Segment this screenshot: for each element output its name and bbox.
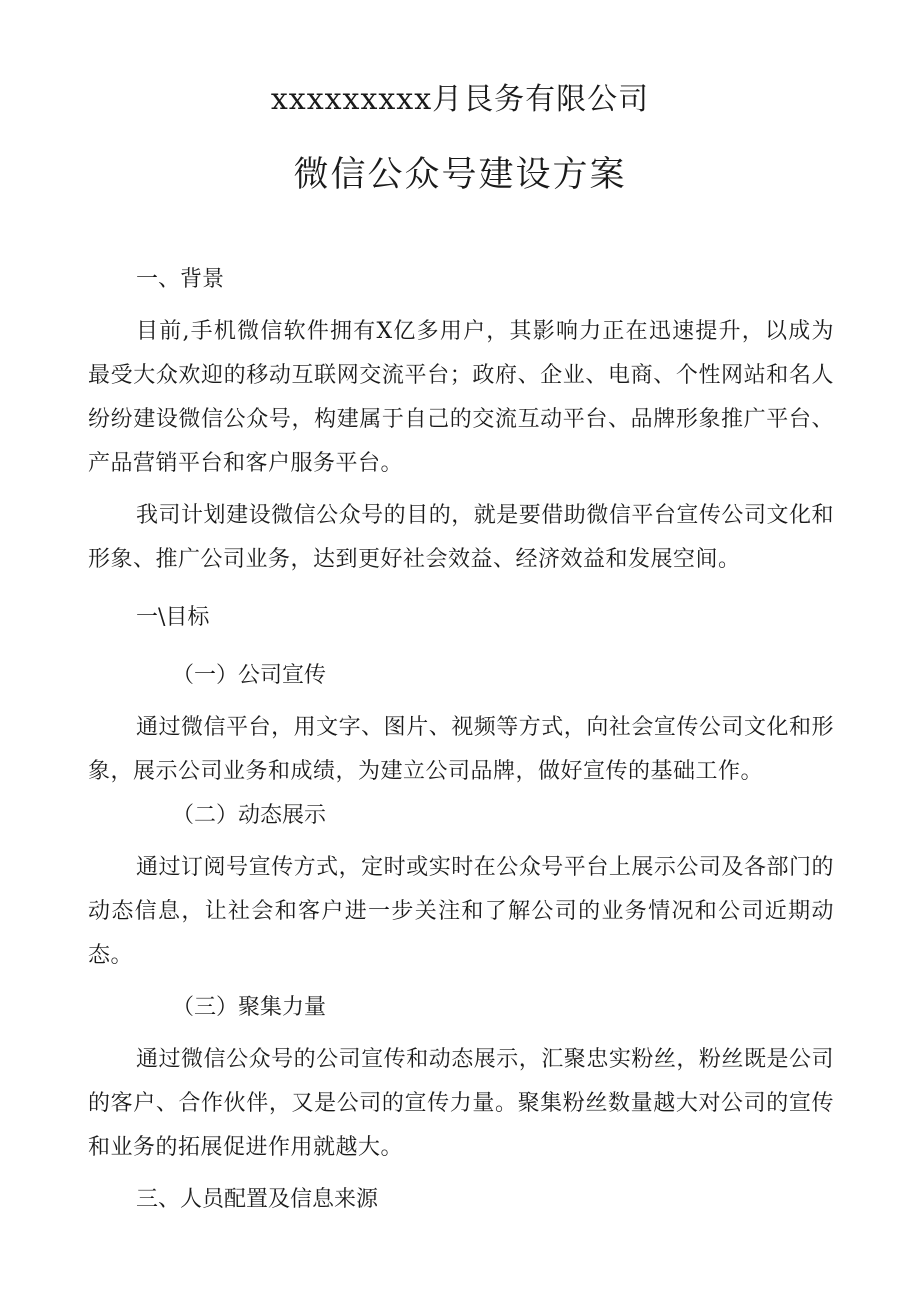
section-heading-staffing: 三、人员配置及信息来源 <box>136 1187 379 1212</box>
subsection-heading-dynamics: （二）动态展示 <box>172 803 327 828</box>
document-title: 微信公众号建设方案 <box>293 155 627 195</box>
document-body <box>88 258 834 1222</box>
paragraph-background-1: 目前,手机微信软件拥有X亿多用户，其影响力正在迅速提升，以成为最受大众欢迎的移动互联网交流平台；政府、企业、电商、个性网站和名人纷纷建设微信公众号，构建属于自己的交流互动平台、品牌形象推广平台、产品营销平台和客户服务平台。 <box>88 319 834 476</box>
section-heading-goals: 一\目标 <box>136 605 210 630</box>
subsection-heading-gathering: （三）聚集力量 <box>172 995 327 1020</box>
paragraph-background-2: 我司计划建设微信公众号的目的，就是要借助微信平台宣传公司文化和形象、推广公司业务，达到更好社会效益、经济效益和发展空间。 <box>88 503 834 572</box>
paragraph-publicity: 通过微信平台，用文字、图片、视频等方式，向社会宣传公司文化和形象，展示公司业务和成绩，为建立公司品牌，做好宣传的基础工作。 <box>88 715 834 784</box>
paragraph-dynamics: 通过订阅号宣传方式，定时或实时在公众号平台上展示公司及各部门的动态信息，让社会和客户进一步关注和了解公司的业务情况和公司近期动态。 <box>88 855 834 968</box>
paragraph-gathering: 通过微信公众号的公司宣传和动态展示，汇聚忠实粉丝，粉丝既是公司的客户、合作伙伴，又是公司的宣传力量。聚集粉丝数量越大对公司的宣传和业务的拓展促进作用就越大。 <box>88 1047 834 1160</box>
section-heading-background: 一、背景 <box>136 267 225 292</box>
company-name: xxxxxxxxx月艮务有限公司 <box>270 82 650 117</box>
subsection-heading-publicity: （一）公司宣传 <box>172 663 327 688</box>
